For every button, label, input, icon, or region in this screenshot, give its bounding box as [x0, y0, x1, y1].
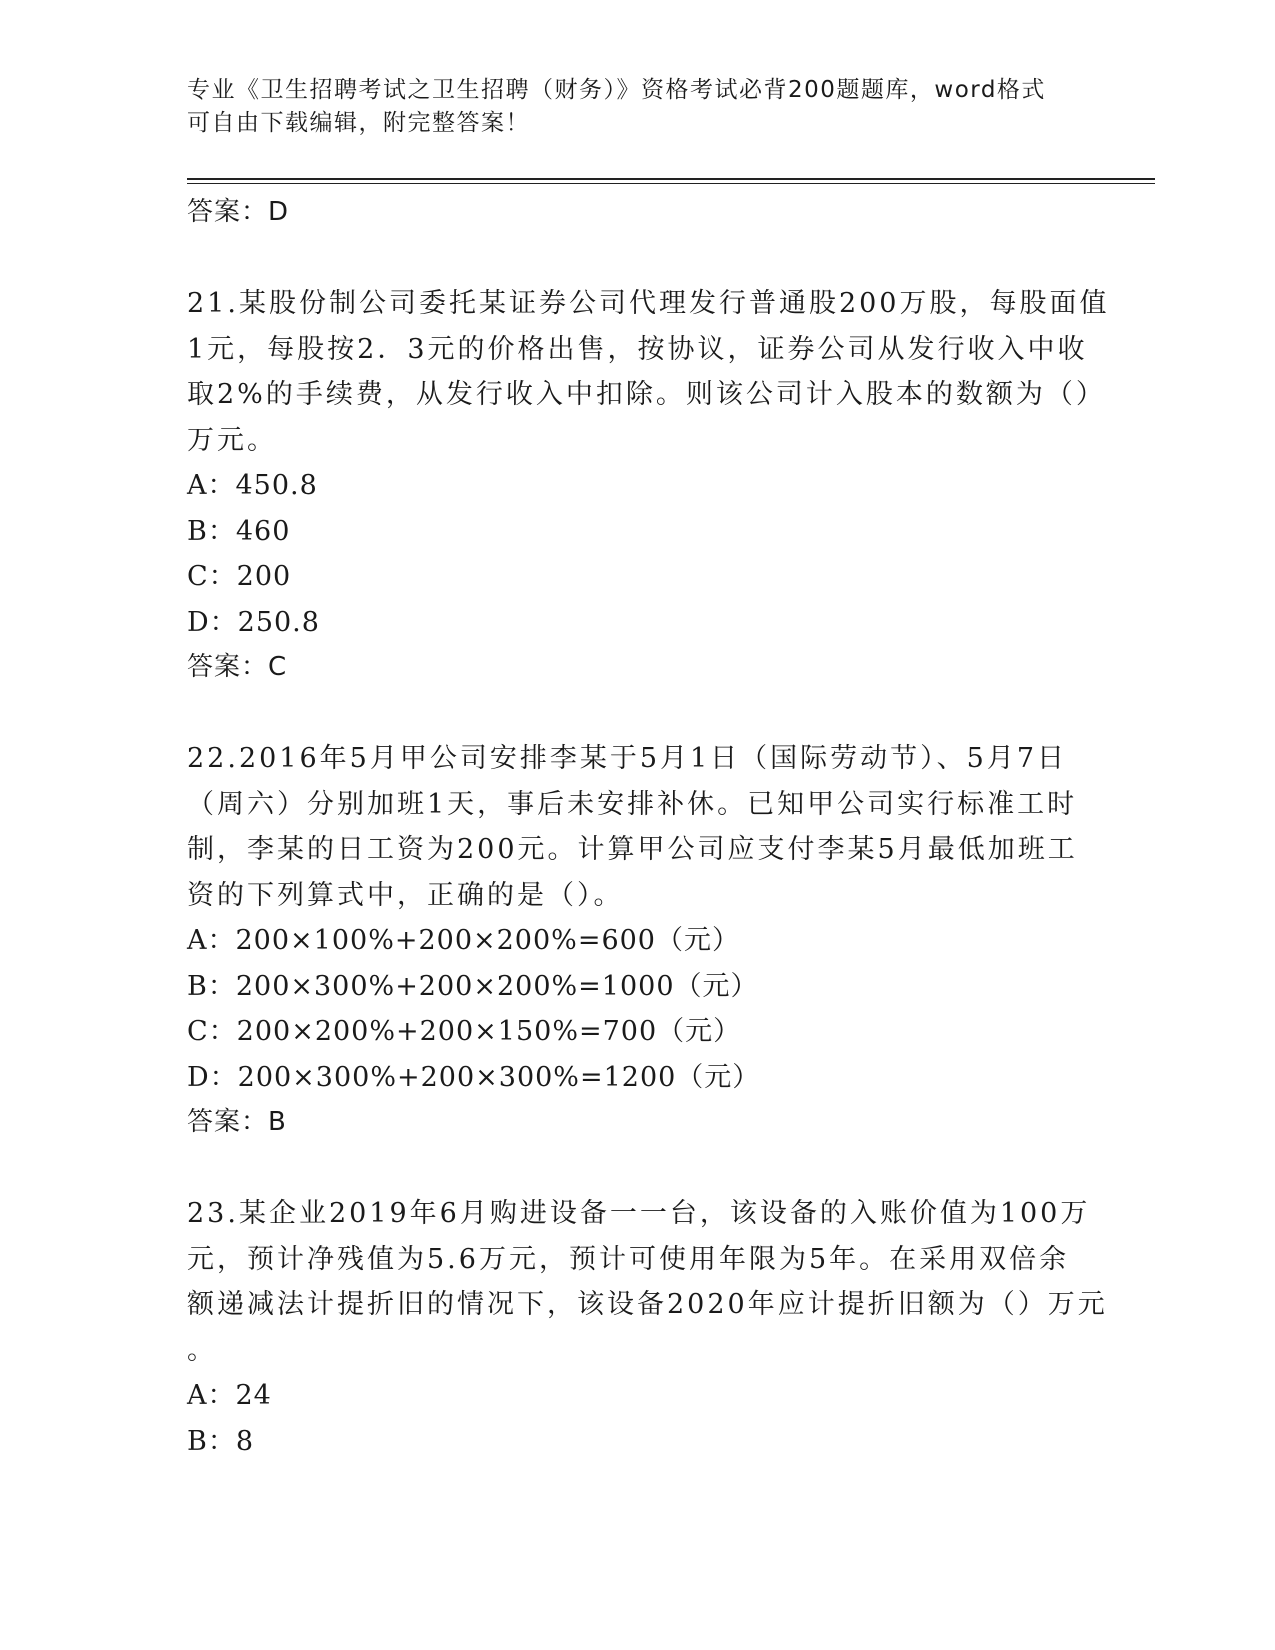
answer: 答案：B	[187, 1107, 287, 1137]
stem-line: （周六）分别加班1天，事后未安排补休。已知甲公司实行标准工时	[187, 788, 1078, 820]
stem-line: 万元。	[187, 424, 277, 456]
question-22	[187, 736, 1087, 1145]
stem-line: 22.2016年5月甲公司安排李某于5月1日（国际劳动节）、5月7日	[187, 743, 1068, 774]
header-line-1: 专业《卫生招聘考试之卫生招聘（财务）》资格考试必背200题题库，word格式	[187, 77, 1046, 103]
header-line-2: 可自由下载编辑，附完整答案！	[187, 110, 530, 136]
question-stem	[187, 1191, 1108, 1373]
stem-line: 取2%的手续费，从发行收入中扣除。则该公司计入股本的数额为（）	[187, 379, 1106, 410]
question-stem	[187, 736, 1087, 918]
stem-line: 制，李某的日工资为200元。计算甲公司应支付李某5月最低加班工	[187, 834, 1078, 865]
option-a: A：200×100%+200×200%=600（元）	[187, 925, 740, 956]
header-divider-thick	[187, 178, 1155, 180]
option-c: C：200	[187, 561, 292, 592]
question-stem	[187, 281, 1110, 463]
option-b: B：460	[187, 515, 291, 547]
stem-line: 资的下列算式中，正确的是（）。	[187, 879, 624, 911]
option-d: D：200×300%+200×300%=1200（元）	[187, 1061, 761, 1093]
answer: 答案：C	[187, 652, 288, 682]
option-a: A：24	[187, 1380, 272, 1411]
stem-line: 。	[187, 1334, 217, 1366]
question-23	[187, 1191, 1108, 1464]
previous-answer: 答案：D	[187, 197, 290, 227]
option-b: B：200×300%+200×200%=1000（元）	[187, 970, 759, 1002]
stem-line: 1元，每股按2．3元的价格出售，按协议，证券公司从发行收入中收	[187, 333, 1088, 365]
option-c: C：200×200%+200×150%=700（元）	[187, 1016, 742, 1047]
stem-line: 元，预计净残值为5.6万元，预计可使用年限为5年。在采用双倍余	[187, 1243, 1070, 1275]
option-b: B：8	[187, 1425, 255, 1457]
document-header	[187, 74, 1067, 140]
option-d: D：250.8	[187, 606, 320, 638]
question-21	[187, 281, 1110, 690]
stem-line: 额递减法计提折旧的情况下，该设备2020年应计提折旧额为（）万元	[187, 1289, 1108, 1320]
option-a: A：450.8	[187, 470, 318, 501]
header-divider-thin	[187, 183, 1155, 184]
document-body	[187, 190, 1110, 1464]
stem-line: 21.某股份制公司委托某证券公司代理发行普通股200万股，每股面值	[187, 288, 1110, 319]
stem-line: 23.某企业2019年6月购进设备一一台，该设备的入账价值为100万	[187, 1198, 1091, 1229]
